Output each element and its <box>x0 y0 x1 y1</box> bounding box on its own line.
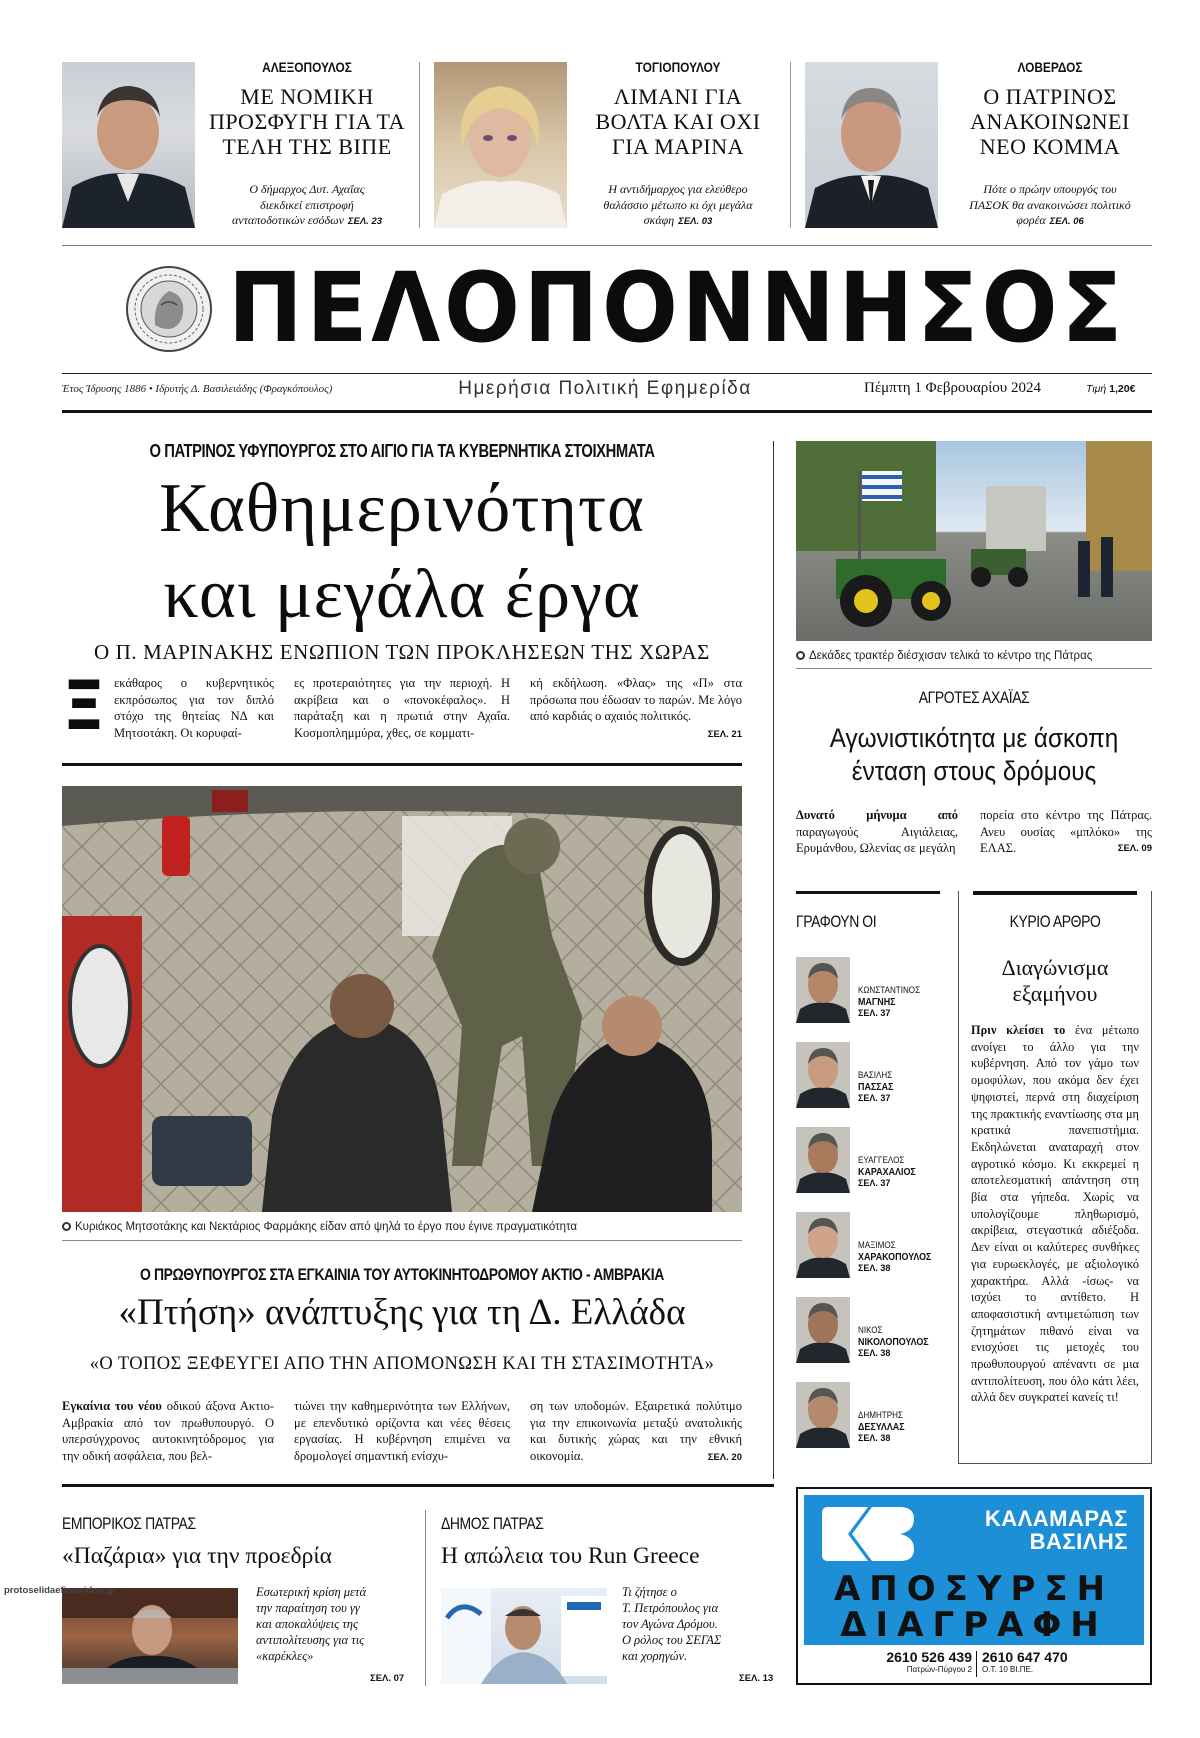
writer-first-name: ΒΑΣΙΛΗΣ <box>858 1070 893 1081</box>
summary-line: τον Αγώνα Δρόμου. <box>622 1617 718 1631</box>
teaser-headline-line: ΤΕΛΗ ΤΗΣ ΒΙΠΕ <box>222 134 392 159</box>
teaser-headline[interactable] <box>576 84 780 159</box>
teaser-summary-line: διεκδικεί επιστροφή <box>260 197 354 212</box>
writer-first-name: ΔΗΜΗΤΡΗΣ <box>858 1410 903 1421</box>
writer-avatar <box>796 1297 850 1363</box>
page-ref: ΣΕΛ. 07 <box>370 1673 405 1684</box>
bottom-left-headline[interactable]: «Παζάρια» για την προεδρία <box>62 1543 332 1569</box>
farmers-caption-rule <box>796 668 1152 669</box>
summary-line: Εσωτερική κρίση μετά <box>256 1585 367 1599</box>
editorial-body: ένα μέτωπο ανοίγει το άλλο για την κυβέρνηση. Από τον γάμο των ομοφύλων, που ακόμα δεν έχει ψηφιστεί, περνά στη διαχείριση της πρακτικής εναντίωσης στα μη κρατικά πανεπιστήμια. Εκδηλώνεται αναταραχή στον αγροτικό κόσμο. Κι εκκρεμεί η αποτελεσματική απάντηση στη βία στα γήπεδα. Χωρίς να υπολογίζουμε πληθωρισμό, ακρίβεια, στεγαστικά αδιέξοδα. Δεν είναι οι καλύτερες συνθήκες για ευρωεκλογές, με αξιολογικό χαρακτήρα. Αλλά -ίσως- να ισχύει το αντίθετο. Η αποφασιστική αντιμετώπιση των ζητημάτων πιθανό είναι να ενισχύσει τις μετοχές του πρωθυπουργού απέναντι σε μια αντιπολίτευση, που όλο κάτι λέει, αλλά δεν συγκρατεί κανείς τι! <box>971 1023 1140 1405</box>
page-ref: ΣΕΛ. 37 <box>858 1178 891 1188</box>
second-headline[interactable]: «Πτήση» ανάπτυξης για τη Δ. Ελλάδα <box>118 1292 686 1333</box>
watermark: protoselidaefimeridon.gr <box>4 1585 116 1596</box>
editorial-title-line: Διαγώνισμα <box>1001 955 1109 980</box>
masthead-rule-top <box>62 373 1152 374</box>
writer-first-name: ΜΑΞΙΜΟΣ <box>858 1240 896 1251</box>
ad-name-line: ΚΑΛΑΜΑΡΑΣ <box>984 1506 1128 1531</box>
page-ref: ΣΕΛ. 38 <box>858 1348 891 1358</box>
farmers-photo-caption <box>796 650 1152 662</box>
lead-column-2: ες προτεραιότητες για την περιοχή. Η ακρίβεια και ο «πονοκέφαλος». Η παράταξη και η πρωτιά στην Αχαΐα. Κοσμοπλημμύρα, χθες, σε κομματι- <box>294 676 510 740</box>
lead-bottom-rule <box>62 763 742 766</box>
second-column-3-text: ση των υποδομών. Εξαιρετικά πολύτιμο για την επικοινωνία μεταξύ ανατολικής και δυτικής χώρας και την εθνική οικονομία. <box>530 1399 742 1463</box>
ad-name <box>968 1507 1128 1553</box>
lead-headline-line: και μεγάλα έργα <box>163 556 641 633</box>
top-rule <box>62 245 1152 246</box>
editorial-title[interactable] <box>958 955 1152 1007</box>
teaser-headline[interactable] <box>948 84 1152 159</box>
farmers-column-2 <box>980 807 1152 858</box>
second-column-1-text: οδικού άξονα Ακτιο-Αμβρακία από τον πρωθυπουργό. Ο υπερσύγχρονος αυτοκινητόδρομος για την οδική ασφάλεια, που βελ- <box>62 1399 275 1463</box>
farmers-headline-line: ένταση στους δρόμους <box>851 756 1097 786</box>
teaser-kicker: ΑΛΕΞΟΠΟΥΛΟΣ <box>262 59 352 75</box>
summary-line: Τι ζήτησε ο <box>622 1585 677 1599</box>
ad-phone-number: 2610 647 470 <box>982 1649 1068 1665</box>
camera-icon <box>62 1222 71 1231</box>
teaser-headline[interactable] <box>205 84 409 159</box>
teaser-headline-line: Ο ΠΑΤΡΙΝΟΣ <box>983 84 1117 109</box>
masthead-price <box>1086 383 1135 395</box>
teaser-summary-line: ανταποδοτικών εσόδων <box>231 213 344 227</box>
price-label: Τιμή <box>1086 383 1107 395</box>
writer-avatar <box>796 1382 850 1448</box>
writer-first-name: ΚΩΝΣΤΑΝΤΙΝΟΣ <box>858 985 921 996</box>
teaser-headline-line: ΒΟΛΤΑ ΚΑΙ ΟΧΙ <box>595 109 761 134</box>
page-ref: ΣΕΛ. 37 <box>858 1008 891 1018</box>
main-vertical-rule <box>773 441 774 1479</box>
farmers-column-2-text: πορεία στο κέντρο της Πάτρας. Ανευ ουσίας «μπλόκο» της ΕΛΑΣ. <box>980 808 1152 855</box>
farmers-column-1-text: παραγωγούς Αιγιάλειας, Ερυμάνθου, Ωλενίας σε μεγάλη <box>796 824 958 855</box>
summary-line: την παραίτηση του γγ <box>256 1601 360 1615</box>
lead-subhead: Ο Π. ΜΑΡΙΝΑΚΗΣ ΕΝΩΠΙΟΝ ΤΩΝ ΠΡΟΚΛΗΣΕΩΝ ΤΗΣ ΧΩΡΑΣ <box>93 640 710 664</box>
writer-item[interactable] <box>796 1042 946 1110</box>
writer-last-name: ΧΑΡΑΚΟΠΟΥΛΟΣ <box>858 1251 932 1263</box>
farmers-headline-line: Αγωνιστικότητα με άσκοπη <box>829 723 1119 753</box>
editorial-top-rule <box>973 891 1137 895</box>
masthead-logo-seal-icon <box>125 265 213 353</box>
masthead-tagline: Ημερήσια Πολιτική Εφημερίδα <box>458 378 752 399</box>
teaser-headline-line: ΝΕΟ ΚΟΜΜΑ <box>979 134 1121 159</box>
lead-headline[interactable] <box>62 466 742 638</box>
masthead-founded: Έτος Ίδρυσης 1886 • Ιδρυτής Δ. Βασιλειάδης (Φραγκόπουλος) <box>62 383 333 395</box>
farmers-column-1 <box>796 807 958 857</box>
lead-column-3-text: κή εκδήλωση. «Φλας» της «Π» στα πρόσωπα που έδωσαν το παρών. Με λόγο από καρδιάς ο αχαιός πολιτικός. <box>530 676 742 723</box>
writer-avatar <box>796 957 850 1023</box>
teaser-kicker: ΤΟΓΙΟΠΟΥΛΟΥ <box>635 59 721 75</box>
writers-top-rule <box>796 891 940 894</box>
teaser-photo-togiopoulou[interactable] <box>434 62 567 228</box>
writer-avatar <box>796 1042 850 1108</box>
writer-last-name: ΝΙΚΟΛΟΠΟΥΛΟΣ <box>858 1336 929 1348</box>
teaser-summary-line: σκάφη <box>643 213 675 227</box>
teaser-headline-line: ΛΙΜΑΝΙ ΓΙΑ <box>613 84 743 109</box>
summary-line: και αποκαλύψεις της <box>256 1617 359 1631</box>
ad-phone-address: Ο.Τ. 10 ΒΙ.ΠΕ. <box>982 1665 1034 1674</box>
editorial-title-line: εξαμήνου <box>1012 981 1098 1006</box>
ad-phone-address: Πατρών-Πύργου 2 <box>906 1665 972 1674</box>
caption-rule <box>62 1240 742 1241</box>
editorial-lead-bold: Πριν κλείσει το <box>971 1023 1066 1037</box>
masthead-title[interactable]: ΠΕΛΟΠΟΝΝΗΣΟΣ <box>228 252 1126 364</box>
writer-avatar <box>796 1212 850 1278</box>
bottom-section-rule <box>62 1484 774 1487</box>
lead-headline-line: Καθημερινότητα <box>159 470 645 547</box>
ad-box[interactable] <box>796 1487 1152 1685</box>
teaser-summary-line: Πότε ο πρώην υπουργός του <box>983 182 1117 196</box>
summary-line: Τ. Πετρόπουλος για <box>622 1601 719 1615</box>
writer-first-name: ΕΥΑΓΓΕΛΟΣ <box>858 1155 905 1166</box>
bottom-mid-kicker: ΔΗΜΟΣ ΠΑΤΡΑΣ <box>441 1514 544 1533</box>
writer-last-name: ΚΑΡΑΧΑΛΙΟΣ <box>858 1166 916 1178</box>
lead-dropcap: Ξ <box>62 667 105 746</box>
summary-line: «καρέκλες» <box>256 1649 314 1663</box>
ad-phone-1[interactable] <box>852 1649 972 1674</box>
writer-last-name: ΜΑΓΝΗΣ <box>858 996 896 1008</box>
farmers-kicker: ΑΓΡΟΤΕΣ ΑΧΑΪΑΣ <box>918 688 1030 707</box>
ad-line-diagrafi: ΔΙΑΓΡΑΦΗ <box>840 1605 1108 1645</box>
page-ref: ΣΕΛ. 09 <box>1117 843 1152 854</box>
editorial-text <box>971 1022 1139 1406</box>
second-lead-bold: Εγκαίνια του νέου <box>62 1399 162 1413</box>
writers-heading: ΓΡΑΦΟΥΝ ΟΙ <box>796 912 877 931</box>
teaser-summary-line: ΠΑΣΟΚ θα ανακοινώσει πολιτικό <box>969 197 1131 212</box>
second-column-3 <box>530 1398 742 1466</box>
writer-item[interactable] <box>796 1297 946 1365</box>
page-ref: ΣΕΛ. 03 <box>678 216 713 227</box>
teaser-summary-line: φορέα <box>1016 213 1046 227</box>
masthead-rule-bottom <box>62 410 1152 413</box>
teaser-summary-line: θαλάσσιο μέτωπο κι όχι μεγάλα <box>603 197 753 212</box>
writer-last-name: ΔΕΣΥΛΛΑΣ <box>858 1421 905 1433</box>
page-ref: ΣΕΛ. 20 <box>707 1451 742 1463</box>
bottom-mid-photo[interactable] <box>441 1588 607 1684</box>
writer-last-name: ΠΑΣΣΑΣ <box>858 1081 894 1093</box>
teaser-photo-loverdos[interactable] <box>805 62 938 228</box>
farmers-headline[interactable] <box>796 722 1152 788</box>
ad-phone-2[interactable] <box>982 1649 1122 1674</box>
teaser-kicker: ΛΟΒΕΡΔΟΣ <box>1017 59 1083 75</box>
caption-text: Δεκάδες τρακτέρ διέσχισαν τελικά το κέντρο της Πάτρας <box>809 650 1093 662</box>
writer-first-name: ΝΙΚΟΣ <box>858 1325 883 1336</box>
caption-text: Κυριάκος Μητσοτάκης και Νεκτάριος Φαρμάκης είδαν από ψηλά το έργο που έγινε πραγματικότητα <box>75 1221 578 1233</box>
writer-item[interactable] <box>796 1212 946 1280</box>
teaser-summary <box>948 182 1152 230</box>
teaser-headline-line: ΜΕ ΝΟΜΙΚΗ <box>240 84 374 109</box>
bottom-mid-headline[interactable]: Η απώλεια του Run Greece <box>441 1543 700 1569</box>
bottom-left-photo[interactable] <box>62 1588 238 1684</box>
teaser-headline-line: ΓΙΑ ΜΑΡΙΝΑ <box>611 134 744 159</box>
second-kicker: Ο ΠΡΩΘΥΠΟΥΡΓΟΣ ΣΤΑ ΕΓΚΑΙΝΙΑ ΤΟΥ ΑΥΤΟΚΙΝΗΤΟΔΡΟΜΟΥ ΑΚΤΙΟ - ΑΜΒΡΑΚΙΑ <box>140 1265 664 1284</box>
camera-icon <box>796 651 805 660</box>
writer-item[interactable] <box>796 1382 946 1450</box>
page-ref: ΣΕΛ. 13 <box>739 1673 774 1684</box>
ad-line-apsyrsi: ΑΠΟΣΥΡΣΗ <box>833 1569 1115 1609</box>
main-photo-helicopter[interactable] <box>62 786 742 1212</box>
summary-line: αντιπολίτευσης για τις <box>256 1633 365 1647</box>
page-ref: ΣΕΛ. 38 <box>858 1433 891 1443</box>
teaser-headline-line: ΠΡΟΣΦΥΓΗ ΓΙΑ ΤΑ <box>208 109 406 134</box>
bottom-left-kicker: ΕΜΠΟΡΙΚΟΣ ΠΑΤΡΑΣ <box>62 1514 196 1533</box>
farmers-lead-bold: Δυνατό μήνυμα από <box>796 808 958 822</box>
bottom-mid-summary <box>622 1584 762 1664</box>
teaser-divider <box>790 62 791 228</box>
teaser-summary-line: Ο δήμαρχος Δυτ. Αχαΐας <box>249 182 365 196</box>
ad-phone-divider <box>976 1651 977 1677</box>
page-ref: ΣΕΛ. 06 <box>1049 216 1084 227</box>
second-column-1 <box>62 1398 274 1464</box>
main-photo-caption <box>62 1221 742 1233</box>
writer-item[interactable] <box>796 1127 946 1195</box>
page-ref: ΣΕΛ. 21 <box>707 728 742 740</box>
teaser-summary-line: Η αντιδήμαρχος για ελεύθερο <box>608 182 748 196</box>
teaser-summary <box>205 182 409 230</box>
teaser-photo-alexopoulos[interactable] <box>62 62 195 228</box>
ad-phone-number: 2610 526 439 <box>886 1649 972 1665</box>
writer-avatar <box>796 1127 850 1193</box>
editorial-heading: ΚΥΡΙΟ ΑΡΘΡΟ <box>1009 912 1101 931</box>
bottom-left-summary <box>256 1584 416 1664</box>
lead-column-1: εκάθαρος ο κυβερνητικός εκπρόσωπος για τον διπλό στόχο της θητείας ΝΔ και Μητσοτάκη. Οι κορυφαί- <box>114 676 274 740</box>
teaser-divider <box>419 62 420 228</box>
masthead-date: Πέμπτη 1 Φεβρουαρίου 2024 <box>864 380 1041 396</box>
summary-line: και χορηγών. <box>622 1649 688 1663</box>
lead-kicker: Ο ΠΑΤΡΙΝΟΣ ΥΦΥΠΟΥΡΓΟΣ ΣΤΟ ΑΙΓΙΟ ΓΙΑ ΤΑ ΚΥΒΕΡΝΗΤΙΚΑ ΣΤΟΙΧΗΜΑΤΑ <box>149 441 655 461</box>
second-subhead: «Ο ΤΟΠΟΣ ΞΕΦΕΥΓΕΙ ΑΠΟ ΤΗΝ ΑΠΟΜΟΝΩΣΗ ΚΑΙ ΤΗ ΣΤΑΣΙΜΟΤΗΤΑ» <box>89 1354 715 1374</box>
farmers-photo-tractors[interactable] <box>796 441 1152 641</box>
page-ref: ΣΕΛ. 38 <box>858 1263 891 1273</box>
teaser-summary <box>576 182 780 230</box>
second-column-2: τιώνει την καθημερινότητα των Ελλήνων, με επενδυτικό ορίζοντα και νέες θέσεις εργασίας. Η κυβέρνηση επιμένει να δρομολογεί σημαντική ενίσχυ- <box>294 1399 510 1463</box>
ad-logo-icon <box>822 1503 914 1565</box>
price-value: 1,20€ <box>1109 383 1136 395</box>
page-ref: ΣΕΛ. 23 <box>347 216 383 227</box>
ad-name-line: ΒΑΣΙΛΗΣ <box>1029 1529 1128 1554</box>
page-ref: ΣΕΛ. 37 <box>858 1093 891 1103</box>
lead-column-3 <box>530 675 742 743</box>
teaser-headline-line: ΑΝΑΚΟΙΝΩΝΕΙ <box>970 109 1130 134</box>
summary-line: Ο ρόλος του ΣΕΓΑΣ <box>622 1633 722 1647</box>
bottom-divider <box>425 1510 426 1686</box>
writer-item[interactable] <box>796 957 946 1025</box>
